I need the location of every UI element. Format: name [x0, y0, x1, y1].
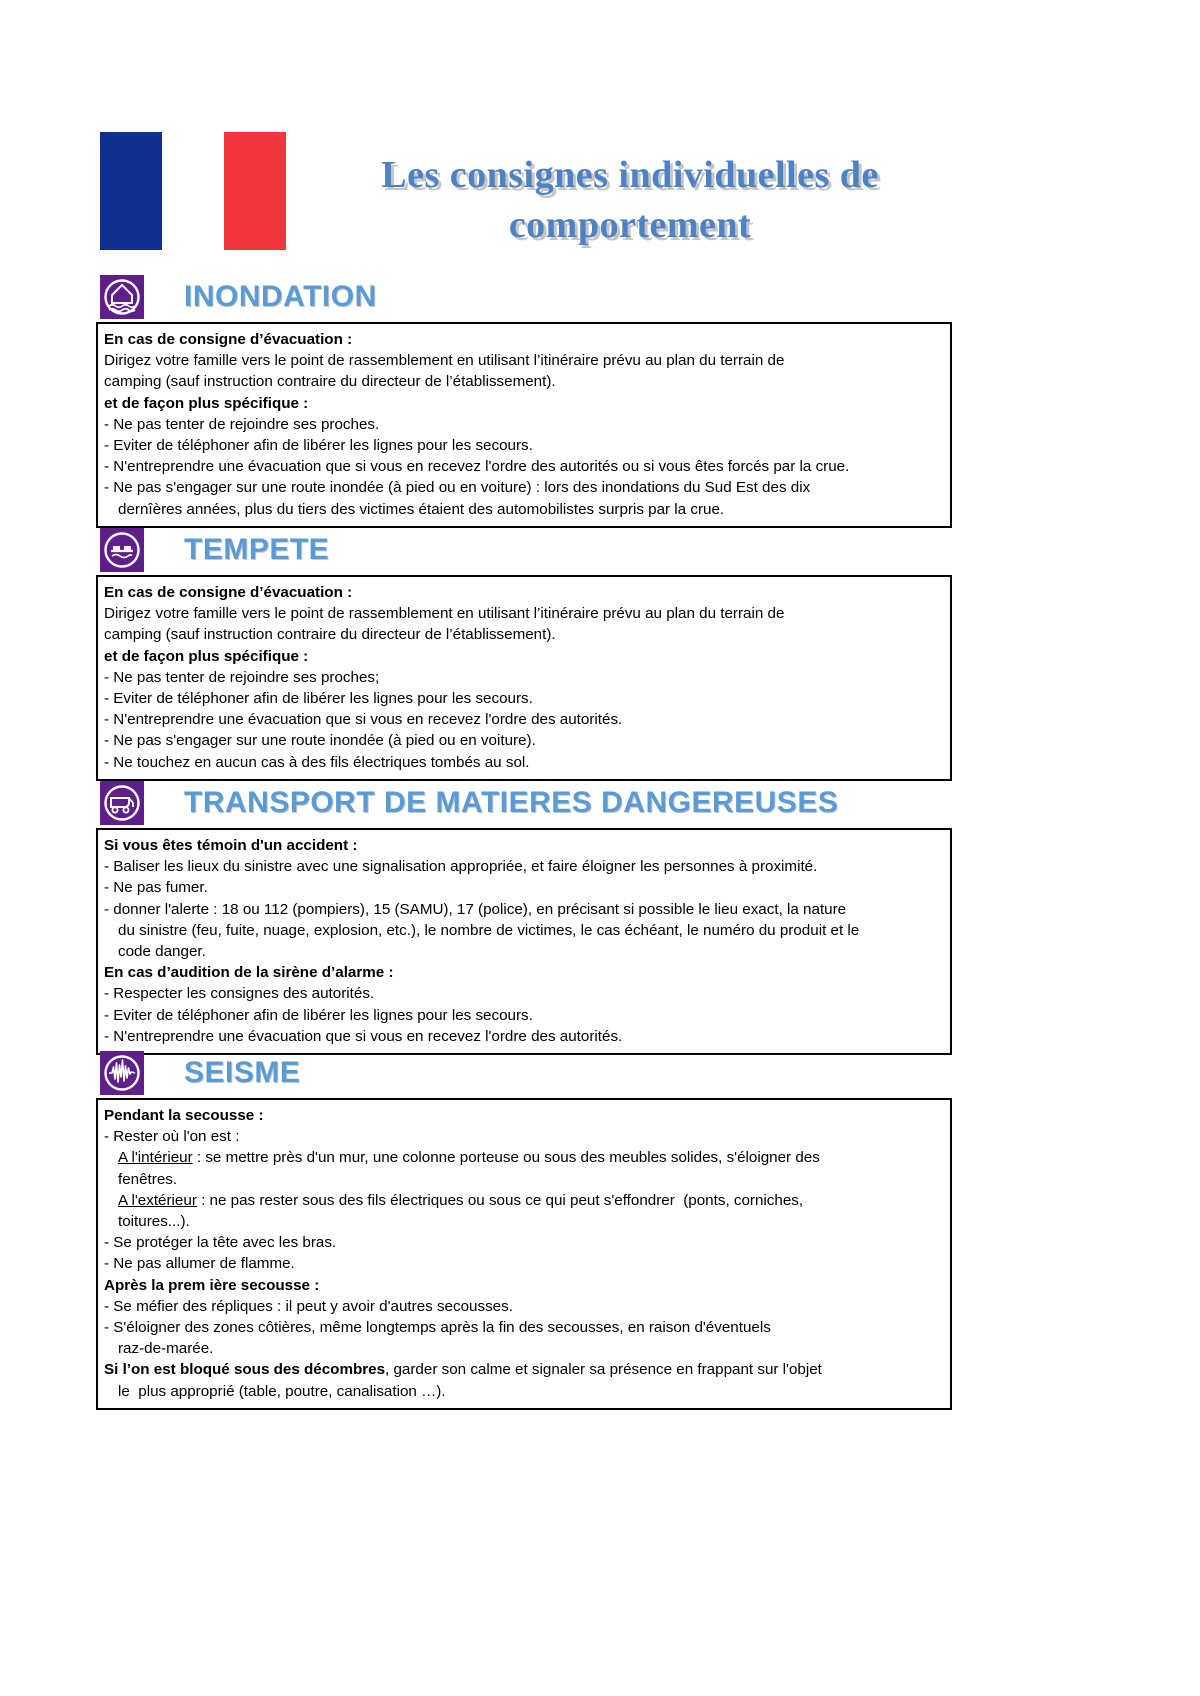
instruction-line: toitures...).: [118, 1213, 190, 1231]
hazardous-transport-icon: [100, 781, 144, 825]
section-tempete: [0, 525, 1200, 781]
instruction-line: En cas de consigne d’évacuation :: [104, 584, 353, 601]
instruction-line: En cas de consigne d’évacuation :: [104, 331, 353, 348]
instruction-line: camping (sauf instruction contraire du directeur de l’établissement).: [104, 373, 556, 391]
instruction-line: - N'entreprendre une évacuation que si vous en recevez l'ordre des autorités.: [104, 1027, 623, 1045]
instruction-line: Si vous êtes témoin d'un accident :: [104, 837, 358, 854]
section-title-seisme: SEISME: [184, 1056, 301, 1089]
section-header-tmd: [100, 778, 1200, 828]
instruction-line: Pendant la secousse :: [104, 1107, 264, 1124]
flag-band-blue: [100, 132, 162, 250]
instruction-line: - N'entreprendre une évacuation que si vous en recevez l'ordre des autorités.: [104, 711, 623, 729]
document-header: [100, 132, 960, 260]
section-header-seisme: [100, 1048, 1200, 1098]
instruction-line: - Ne touchez en aucun cas à des fils électriques tombés au sol.: [104, 753, 530, 771]
instruction-text: , garder son calme et signaler sa présence en frappant sur l'objet: [385, 1361, 822, 1379]
section-header-inondation: [100, 272, 1200, 322]
instructions-box-tempete: [96, 575, 952, 781]
instruction-line: le plus approprié (table, poutre, canalisation …).: [118, 1382, 446, 1400]
instruction-line: - Eviter de téléphoner afin de libérer les lignes pour les secours.: [104, 690, 533, 708]
instruction-line: - Se protéger la tête avec les bras.: [104, 1234, 337, 1252]
instruction-line: [104, 1359, 944, 1380]
instruction-line: [104, 1190, 944, 1211]
instruction-line: code danger.: [118, 943, 206, 961]
instruction-line: et de façon plus spécifique :: [104, 647, 309, 665]
instruction-line: - Ne pas fumer.: [104, 879, 208, 897]
french-flag-icon: [100, 132, 298, 250]
section-seisme: [0, 1048, 1200, 1410]
instruction-line: Après la prem ière secousse :: [104, 1276, 320, 1294]
section-tmd: [0, 778, 1200, 1055]
instructions-box-inondation: [96, 322, 952, 528]
instruction-line: fenêtres.: [118, 1170, 178, 1188]
underlined-term: A l'intérieur: [118, 1149, 193, 1167]
instruction-line: - Ne pas tenter de rejoindre ses proches.: [104, 415, 380, 433]
section-header-tempete: [100, 525, 1200, 575]
instruction-line: Dirigez votre famille vers le point de rassemblement en utilisant l’itinéraire prévu au plan du terrain de: [104, 352, 785, 370]
instruction-line: - Baliser les lieux du sinistre avec une signalisation appropriée, et faire éloigner les personnes à proximité.: [104, 858, 818, 876]
instruction-line: - N'entreprendre une évacuation que si vous en recevez l'ordre des autorités ou si vous êtes forcés par la crue.: [104, 458, 850, 476]
section-title-inondation: INONDATION: [184, 280, 377, 313]
page-title-line-1: Les consignes individuelles de: [381, 154, 879, 196]
page-title: [300, 150, 960, 250]
section-inondation: [0, 272, 1200, 528]
section-title-tempete: TEMPETE: [184, 533, 330, 566]
flood-house-icon: [100, 275, 144, 319]
instruction-line: - Eviter de téléphoner afin de libérer les lignes pour les secours.: [104, 437, 533, 455]
instruction-line: - Respecter les consignes des autorités.: [104, 985, 375, 1003]
instruction-line: - Eviter de téléphoner afin de libérer les lignes pour les secours.: [104, 1006, 533, 1024]
instruction-line: dernîères années, plus du tiers des victimes étaient des automobilistes surpris par la crue.: [118, 500, 725, 518]
instruction-line: - Se méfier des répliques : il peut y avoir d'autres secousses.: [104, 1297, 513, 1315]
instruction-line: et de façon plus spécifique :: [104, 394, 309, 412]
instruction-line: En cas d’audition de la sirène d’alarme :: [104, 964, 394, 982]
flag-band-red: [224, 132, 286, 250]
instructions-box-tmd: [96, 828, 952, 1055]
instruction-line: camping (sauf instruction contraire du directeur de l’établissement).: [104, 626, 556, 644]
instruction-line: - Ne pas allumer de flamme.: [104, 1255, 295, 1273]
instruction-line: - Ne pas s'engager sur une route inondée (à pied ou en voiture).: [104, 732, 536, 750]
flag-band-white: [162, 132, 224, 250]
instruction-text: : ne pas rester sous des fils électriques ou sous ce qui peut s'effondrer (ponts, corniches,: [196, 1191, 804, 1209]
instructions-box-seisme: [96, 1098, 952, 1410]
page-title-line-2: comportement: [508, 204, 752, 246]
instruction-line: raz-de-marée.: [118, 1340, 214, 1358]
instruction-line: - Rester où l'on est :: [104, 1128, 240, 1146]
section-title-tmd: TRANSPORT DE MATIERES DANGEREUSES: [184, 786, 839, 819]
instruction-text: : se mettre près d'un mur, une colonne porteuse ou sous des meubles solides, s'éloigner des: [192, 1149, 820, 1167]
instruction-line: - Ne pas tenter de rejoindre ses proches;: [104, 668, 380, 686]
instruction-line: Dirigez votre famille vers le point de rassemblement en utilisant l’itinéraire prévu au plan du terrain de: [104, 605, 785, 623]
storm-cloud-icon: [100, 528, 144, 572]
instruction-line: - Ne pas s'engager sur une route inondée (à pied ou en voiture) : lors des inondations du Sud Est des dix: [104, 479, 811, 497]
instruction-lead: Si l’on est bloqué sous des décombres: [104, 1361, 386, 1379]
instruction-line: du sinistre (feu, fuite, nuage, explosion, etc.), le nombre de victimes, le cas échéant, le numéro du produit et le: [118, 921, 860, 939]
underlined-term: A l'extérieur: [118, 1191, 197, 1209]
instruction-line: - S'éloigner des zones côtières, même longtemps après la fin des secousses, en raison d'éventuels: [104, 1319, 771, 1337]
seismograph-icon: [100, 1051, 144, 1095]
instruction-line: [104, 1147, 944, 1168]
instruction-line: - donner l'alerte : 18 ou 112 (pompiers), 15 (SAMU), 17 (police), en précisant si possible le lieu exact, la nature: [104, 900, 847, 918]
